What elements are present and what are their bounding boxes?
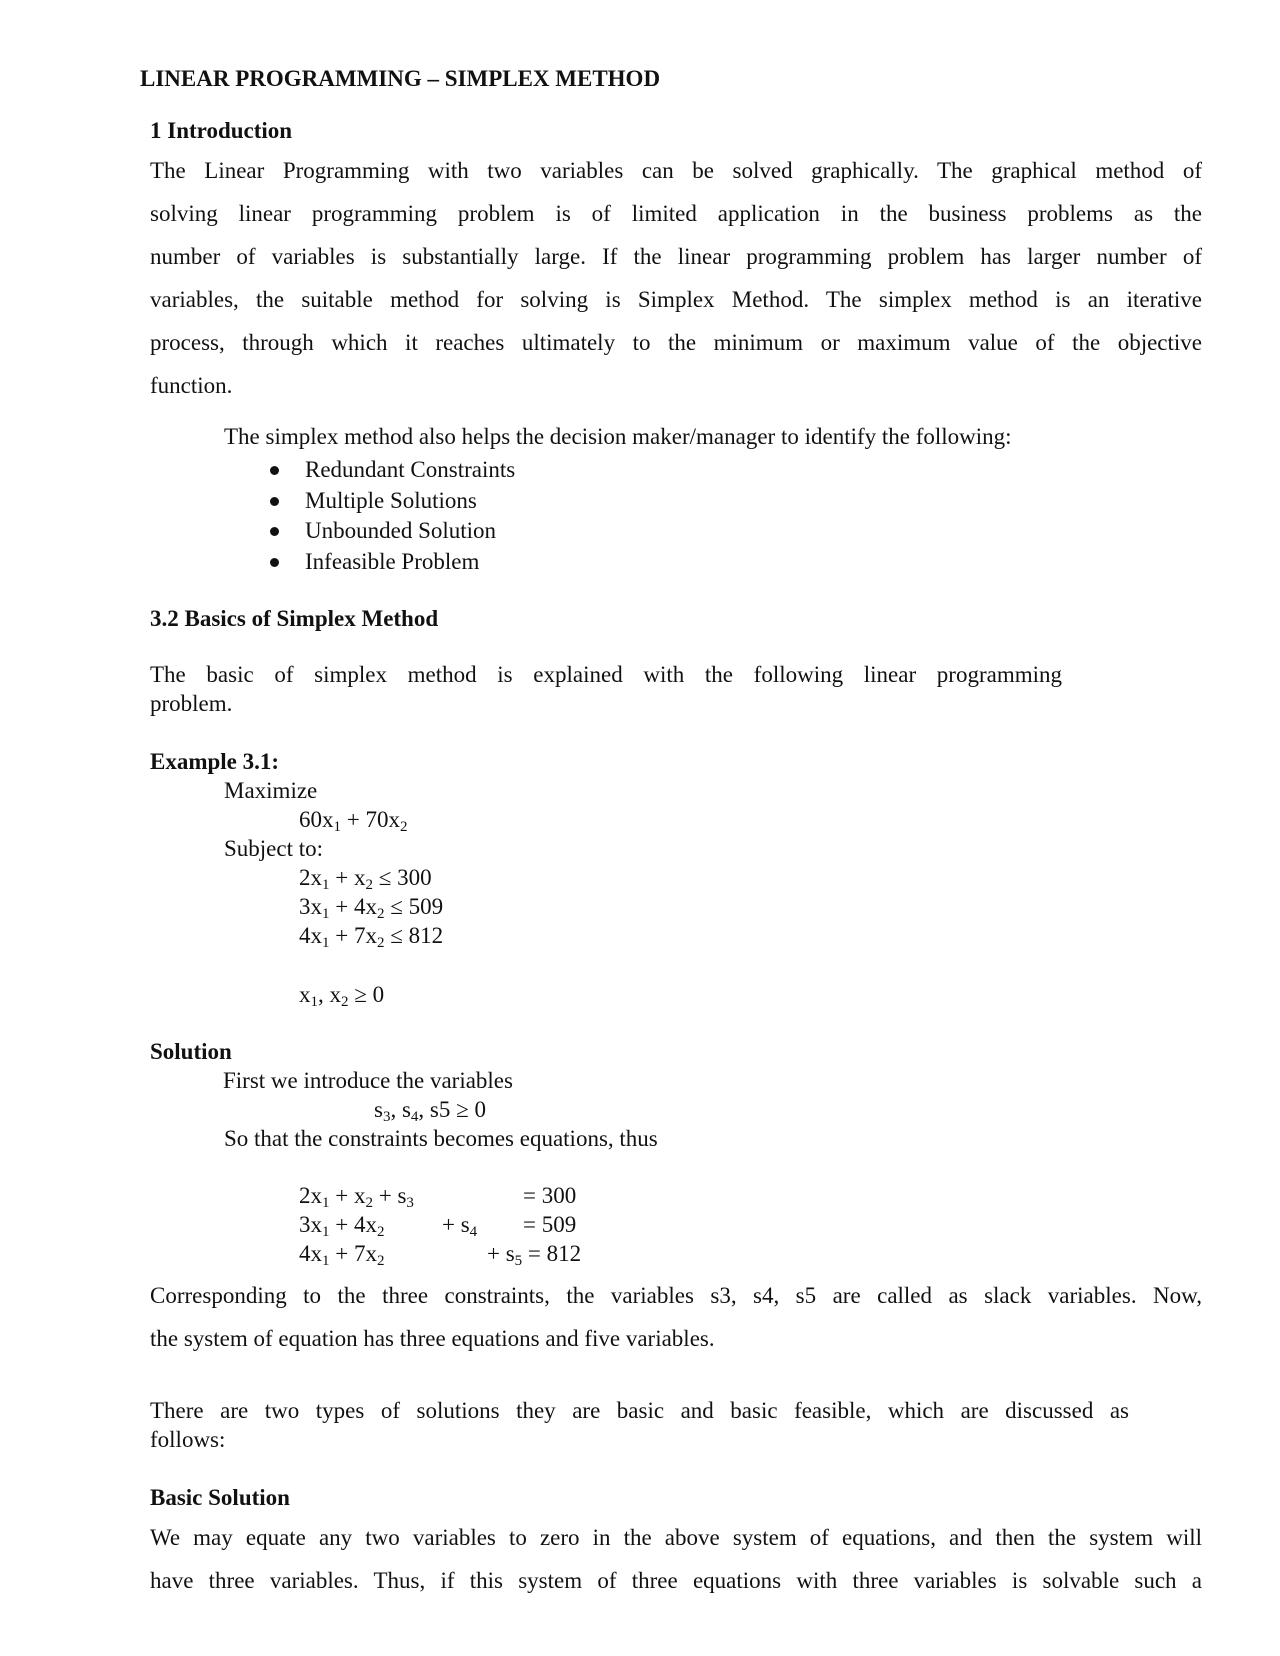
intro-line: variables, the suitable method for solving is Simplex Method. The simplex method is an iterative: [150, 287, 1202, 312]
feature-bullet-list: [270, 455, 515, 577]
constraint: $4x_1 + 7x_2 \le 812$: [299, 923, 444, 951]
bullet-icon: [270, 558, 279, 567]
basic-solution-line: have three variables. Thus, if this system of three equations with three variables is solvable such a: [150, 1568, 1202, 1593]
equation-slack: + $s_5 = 812$: [487, 1241, 582, 1269]
equation: $3x_1 + 4x_2$: [299, 1212, 385, 1240]
list-item: Multiple Solutions: [270, 486, 515, 517]
slack-explanation-last-line: the system of equation has three equations and five variables.: [150, 1326, 715, 1351]
bullet-icon: [270, 497, 279, 506]
nonnegativity-constraint: $x_1$, $x_2 \ge 0$: [299, 982, 385, 1010]
basics-line: problem.: [150, 691, 233, 716]
solution-heading: Solution: [150, 1039, 232, 1064]
basics-heading: 3.2 Basics of Simplex Method: [150, 606, 439, 631]
equation-slack: + $s_4$: [442, 1212, 478, 1240]
basics-line: The basic of simplex method is explained with the following linear programming: [150, 662, 1062, 687]
example-heading: Example 3.1:: [150, 749, 280, 774]
intro-line: number of variables is substantially large. If the linear programming problem has larger number of: [150, 244, 1202, 269]
slack-variables: $s_3$, $s_4$, s5 ≥ 0: [374, 1097, 486, 1125]
solution-line: First we introduce the variables: [223, 1068, 513, 1093]
equation-rhs: = 509: [523, 1212, 577, 1237]
bullet-icon: [270, 527, 279, 536]
solution-line: So that the constraints becomes equations, thus: [224, 1126, 658, 1151]
intro-helps: The simplex method also helps the decision maker/manager to identify the following:: [224, 424, 1012, 449]
constraint: $2x_1 + x_2 \le 300$: [299, 865, 432, 893]
intro-heading: 1 Introduction: [150, 118, 293, 143]
list-item: Infeasible Problem: [270, 547, 515, 578]
equation: $2x_1 + x_2 + s_3$: [299, 1183, 414, 1211]
constraint: $3x_1 + 4x_2 \le 509$: [299, 894, 444, 922]
list-item: Redundant Constraints: [270, 455, 515, 486]
intro-last-line: function.: [150, 373, 233, 398]
equation-rhs: = 300: [523, 1183, 577, 1208]
types-line: follows:: [150, 1427, 226, 1452]
subject-to-label: Subject to:: [224, 836, 324, 861]
page-title: LINEAR PROGRAMMING – SIMPLEX METHOD: [140, 66, 661, 91]
types-line: There are two types of solutions they are basic and basic feasible, which are discussed as: [150, 1398, 1129, 1423]
intro-line: solving linear programming problem is of limited application in the business problems as the: [150, 201, 1202, 226]
slack-explanation-line: Corresponding to the three constraints, the variables s3, s4, s5 are called as slack variables. Now,: [150, 1283, 1202, 1308]
maximize-label: Maximize: [224, 778, 318, 803]
basic-solution-line: We may equate any two variables to zero in the above system of equations, and then the system will: [150, 1525, 1202, 1550]
list-item: Unbounded Solution: [270, 516, 515, 547]
bullet-icon: [270, 466, 279, 475]
intro-line: process, through which it reaches ultimately to the minimum or maximum value of the objective: [150, 330, 1202, 355]
equation: $4x_1 + 7x_2$: [299, 1241, 385, 1269]
basic-solution-heading: Basic Solution: [150, 1485, 290, 1510]
objective-function: $60x_1 + 70x_2$: [299, 807, 408, 835]
intro-line: The Linear Programming with two variables can be solved graphically. The graphical method of: [150, 158, 1202, 183]
